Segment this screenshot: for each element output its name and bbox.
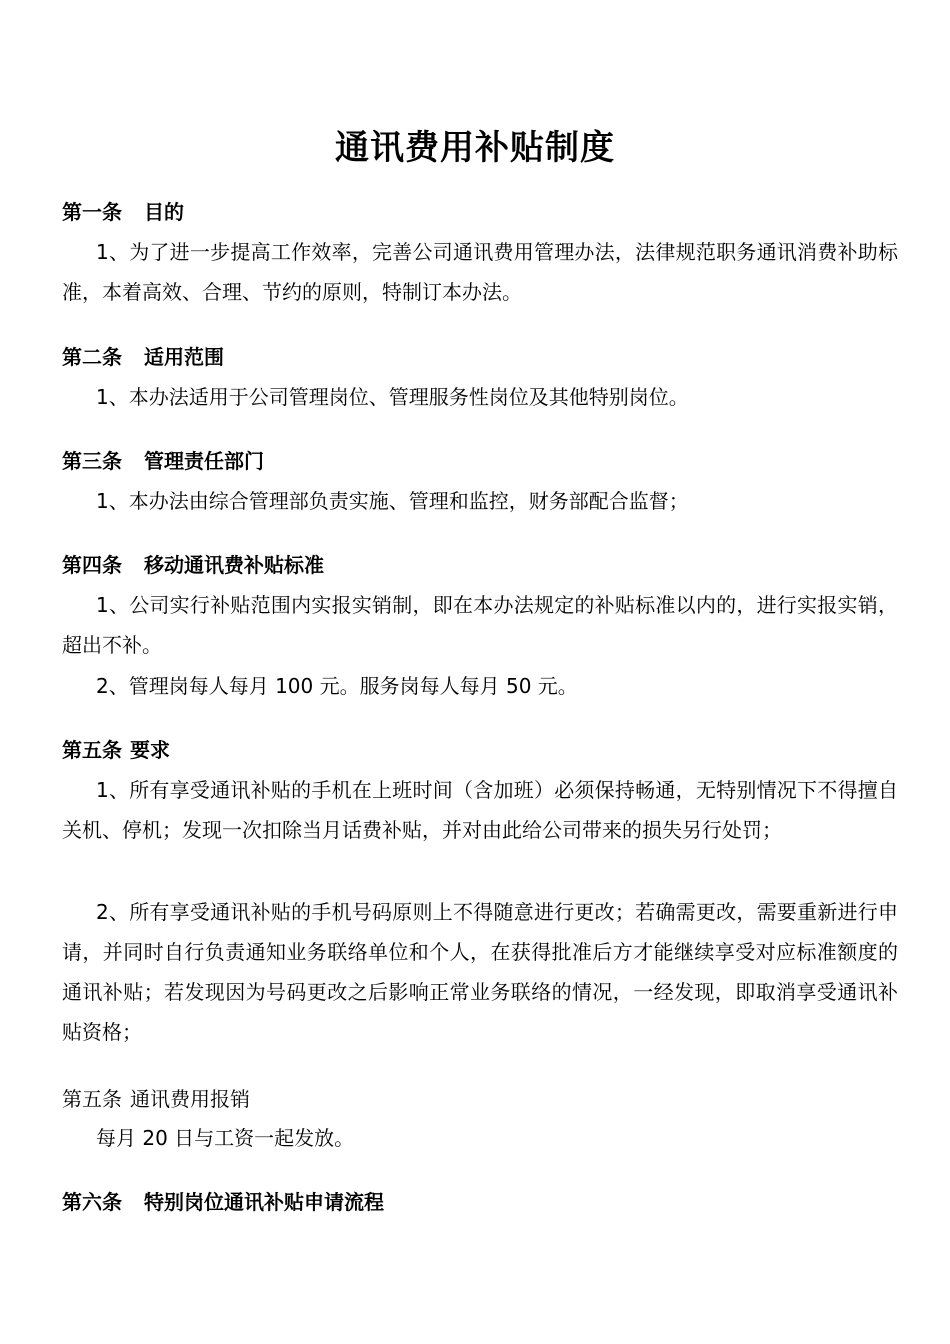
article-6-label: 第六条 <box>62 1190 122 1214</box>
article-2-label: 第二条 <box>62 345 122 369</box>
article-2-paragraph-1: 1、本办法适用于公司管理岗位、管理服务性岗位及其他特别岗位。 <box>96 385 689 409</box>
article-1-paragraph-1: 1、为了进一步提高工作效率，完善公司通讯费用管理办法，法律规范职务通讯消费补助标准，本着高效、合理、节约的原则，特制订本办法。 <box>62 240 898 304</box>
article-5-paragraph-1: 1、所有享受通讯补贴的手机在上班时间（含加班）必须保持畅通，无特别情况下不得擅自关机、停机；发现一次扣除当月话费补贴，并对由此给公司带来的损失另行处罚； <box>62 778 898 842</box>
article-6-title: 特别岗位通讯补贴申请流程 <box>144 1190 384 1214</box>
article-5b-paragraph-1: 每月 20 日与工资一起发放。 <box>96 1126 355 1150</box>
article-4-label: 第四条 <box>62 553 122 577</box>
article-4-paragraph-1: 1、公司实行补贴范围内实报实销制，即在本办法规定的补贴标准以内的，进行实报实销，超出不补。 <box>62 593 898 657</box>
article-5-label: 第五条 <box>62 738 122 762</box>
article-2-heading <box>62 343 224 371</box>
article-3-paragraph-1: 1、本办法由综合管理部负责实施、管理和监控，财务部配合监督； <box>96 489 689 513</box>
article-5-paragraph-2: 2、所有享受通讯补贴的手机号码原则上不得随意进行更改；若确需更改，需要重新进行申请，并同时自行负责通知业务联络单位和个人，在获得批准后方才能继续享受对应标准额度的通讯补贴；若发现因为号码更改之后影响正常业务联络的情况，一经发现，即取消享受通讯补贴资格； <box>62 900 898 1044</box>
article-5-title: 要求 <box>130 738 170 762</box>
article-4-heading <box>62 551 324 579</box>
article-1-heading <box>62 198 184 226</box>
article-5-heading <box>62 736 170 764</box>
document-title: 通讯费用补贴制度 <box>335 128 615 168</box>
article-1-label: 第一条 <box>62 200 122 224</box>
article-3-heading <box>62 447 264 475</box>
article-3-label: 第三条 <box>62 449 122 473</box>
article-1-title: 目的 <box>144 200 184 224</box>
article-4-title: 移动通讯费补贴标准 <box>144 553 324 577</box>
article-4-paragraph-2: 2、管理岗每人每月 100 元。服务岗每人每月 50 元。 <box>96 674 578 698</box>
article-6-heading <box>62 1188 384 1216</box>
article-5b-title: 通讯费用报销 <box>130 1087 250 1111</box>
article-3-title: 管理责任部门 <box>144 449 264 473</box>
article-2-title: 适用范围 <box>144 345 224 369</box>
article-5b-heading <box>62 1085 250 1113</box>
article-5b-label: 第五条 <box>62 1087 122 1111</box>
